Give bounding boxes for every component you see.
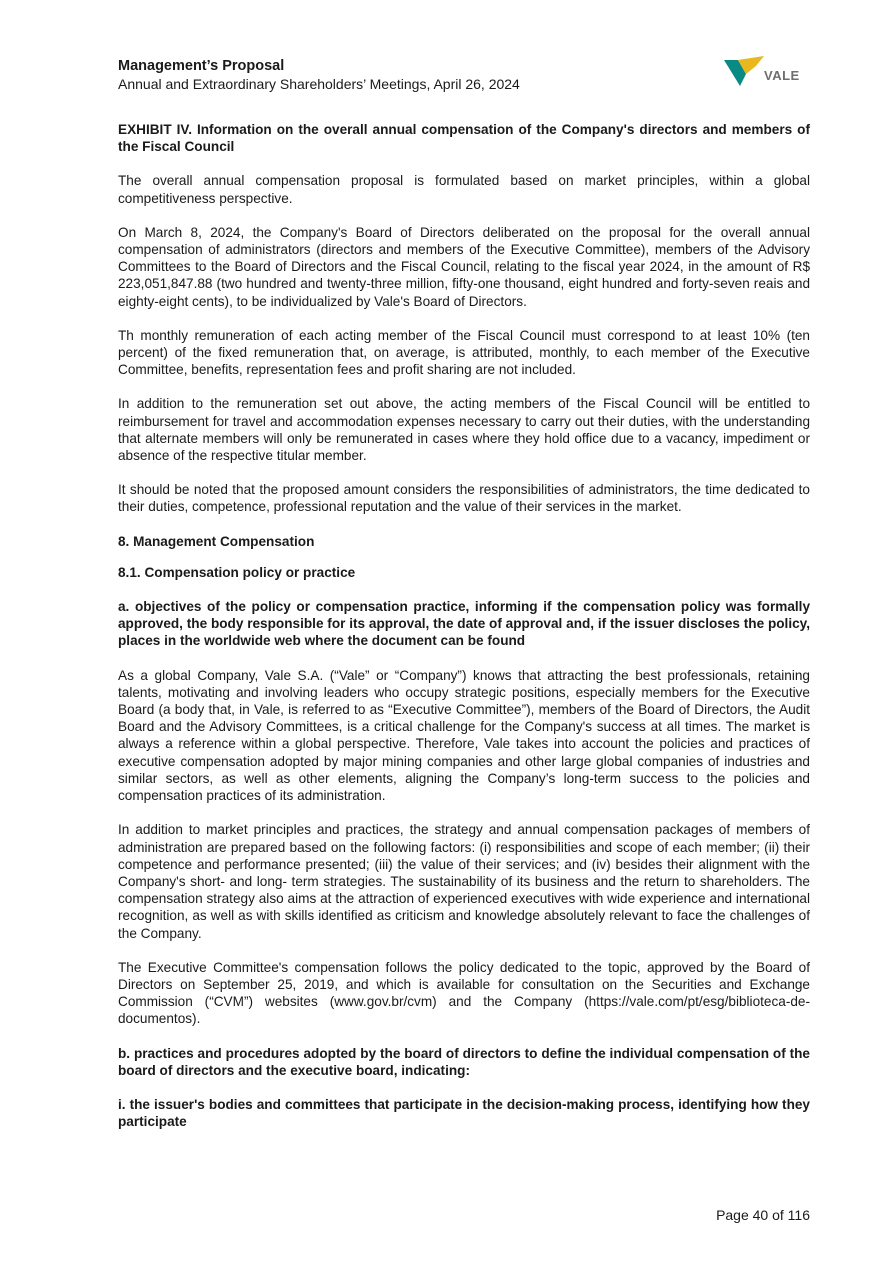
item-heading: b. practices and procedures adopted by the board of directors to define the individual compensation of the board of directors and the executive board, indicating:: [118, 1045, 810, 1078]
subsection-heading: 8.1. Compensation policy or practice: [118, 564, 356, 580]
paragraph: The overall annual compensation proposal is formulated based on market principles, within a global competitiveness perspective.: [118, 173, 810, 206]
vale-logo-icon: [724, 56, 764, 90]
paragraph: In addition to market principles and practices, the strategy and annual compensation packages of members of administration are prepared based on the following factors: (i) responsibilities and scope of each member; (ii) their competence and performance presented; (iii) the value of their services; and (iv) besides their alignment with the Company's short- and long- term strategies. The sustainability of its business and the return to shareholders. The compensation strategy also aims at the attraction of experienced executives with wide experience and international recognition, as well as with skills identified as criticism and knowledge absolutely relevant to face the challenges of the Company.: [118, 822, 810, 941]
paragraph: It should be noted that the proposed amount considers the responsibilities of administrators, the time dedicated to their duties, competence, professional reputation and the value of their services in the market.: [118, 482, 810, 515]
document-title: Management’s Proposal: [118, 58, 285, 74]
paragraph: In addition to the remuneration set out above, the acting members of the Fiscal Council will be entitled to reimbursement for travel and accommodation expenses necessary to carry out their duties, with the understanding that alternate members will only be remunerated in cases where they hold office due to a vacancy, impediment or absence of the respective titular member.: [118, 396, 810, 464]
page-number: Page 40 of 116: [716, 1207, 810, 1223]
document-subtitle: Annual and Extraordinary Shareholders’ Meetings, April 26, 2024: [118, 76, 520, 92]
paragraph: The Executive Committee's compensation follows the policy dedicated to the topic, approved by the Board of Directors on September 25, 2019, and which is available for consultation on the Securities and Exchange Commission (“CVM”) websites (www.gov.br/cvm) and the Company (https://vale.com/pt/esg/biblioteca-de-documentos).: [118, 959, 810, 1027]
paragraph: On March 8, 2024, the Company's Board of Directors deliberated on the proposal for the overall annual compensation of administrators (directors and members of the Executive Committee), members of the Advisory Committees to the Board of Directors and the Fiscal Council, relating to the fiscal year 2024, in the amount of R$ 223,051,847.88 (two hundred and twenty-three million, fifty-one thousand, eight hundred and forty-seven reais and eighty-eight cents), to be individualized by Vale's Board of Directors.: [118, 224, 810, 309]
paragraph: As a global Company, Vale S.A. (“Vale” or “Company”) knows that attracting the best professionals, retaining talents, motivating and involving leaders who occupy strategic positions, especially members for the Executive Board (a body that, in Vale, is referred to as “Executive Committee”), members of the Board of Directors, the Audit Board and the Advisory Committees, is a critical challenge for the Company's success at all times. The market is always a reference within a global perspective. Therefore, Vale takes into account the policies and practices of executive compensation adopted by major mining companies and other large global companies of industries and similar sectors, as well as other elements, aligning the Company’s long-term success to the policies and compensation practices of its administration.: [118, 667, 810, 804]
exhibit-heading: EXHIBIT IV. Information on the overall annual compensation of the Company's directors and members of the Fiscal Council: [118, 122, 810, 155]
section-heading: 8. Management Compensation: [118, 533, 315, 549]
document-body: [118, 121, 810, 1130]
item-heading: a. objectives of the policy or compensation practice, informing if the compensation policy was formally approved, the body responsible for its approval, the date of approval and, if the issuer discloses the policy, places in the worldwide web where the document can be found: [118, 599, 810, 649]
page-header: [118, 57, 520, 93]
vale-logo: [724, 56, 804, 90]
paragraph: Th monthly remuneration of each acting member of the Fiscal Council must correspond to at least 10% (ten percent) of the fixed remuneration that, on average, is attributed, monthly, to each member of the Executive Committee, benefits, representation fees and profit sharing are not included.: [118, 327, 810, 378]
item-heading: i. the issuer's bodies and committees that participate in the decision-making process, identifying how they participate: [118, 1096, 810, 1130]
vale-logo-text: VALE: [764, 68, 800, 83]
